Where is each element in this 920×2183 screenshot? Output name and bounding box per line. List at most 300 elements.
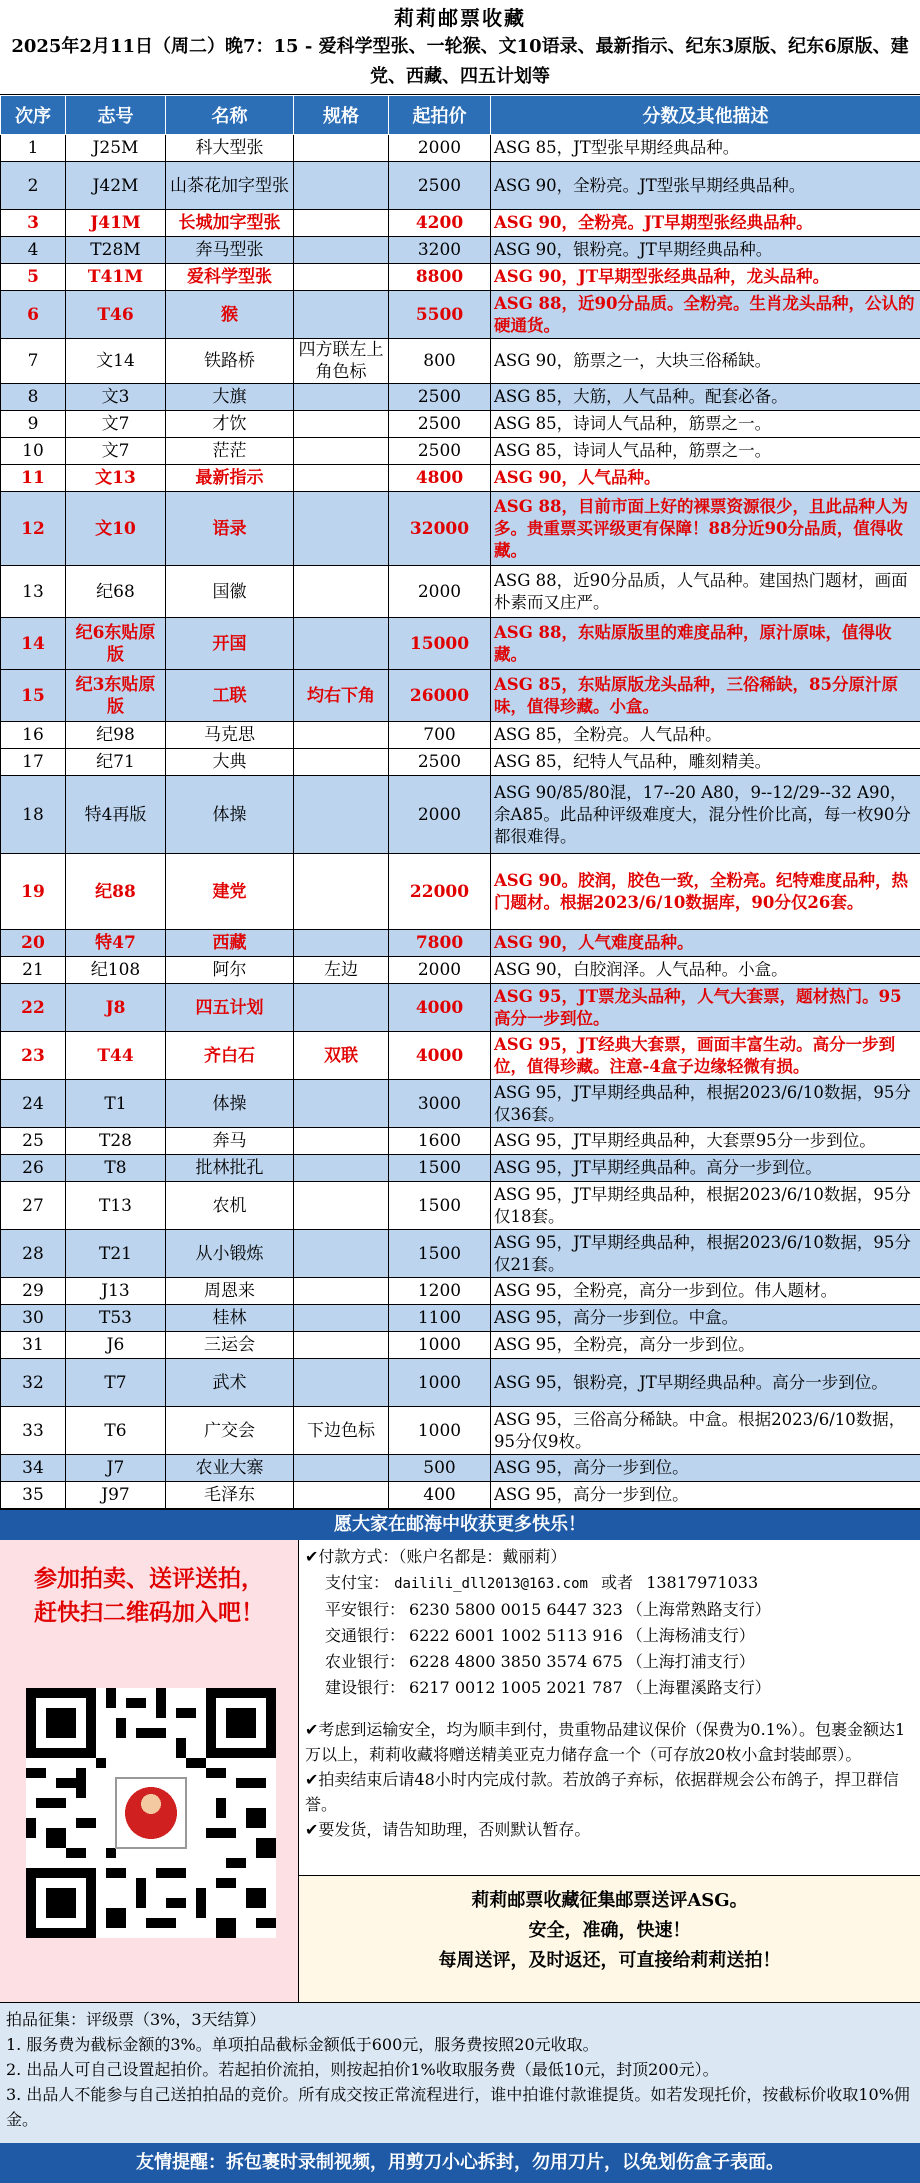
cell-desc: ASG 85，纪特人气品种，雕刻精美。 [491,749,920,776]
cell-desc: ASG 95，JT早期经典品种。高分一步到位。 [491,1155,920,1182]
cell-code: J7 [66,1455,166,1482]
col-header-price: 起拍价 [389,96,491,135]
cell-spec [294,1128,389,1155]
cell-name: 阿尔 [166,957,294,984]
cell-spec [294,1278,389,1305]
cell-desc: ASG 90，银粉亮。JT早期经典品种。 [491,237,920,264]
cell-name: 科大型张 [166,135,294,162]
cell-no: 22 [1,984,66,1032]
cell-no: 33 [1,1407,66,1455]
cell-code: T28 [66,1128,166,1155]
cell-no: 14 [1,618,66,670]
cell-spec [294,1305,389,1332]
payment-deadline-note: ✔拍卖结束后请48小时内完成付款。若放鸽子弃标，依据群规会公布鸽子，捍卫群信誉。 [305,1767,914,1817]
table-row [1,1407,920,1455]
cell-desc: ASG 90/85/80混，17--20 A80，9--12/29--32 A90，余A85。此品种评级难度大，混分性价比高，每一枚90分都很难得。 [491,776,920,854]
bank-branch: （上海瞿溪路支行） [627,1678,771,1697]
cell-desc: ASG 95，JT早期经典品种，根据2023/6/10数据，95分仅21套。 [491,1230,920,1278]
table-row [1,566,920,618]
cell-desc: ASG 95，JT票龙头品种，人气大套票，题材热门。95高分一步到位。 [491,984,920,1032]
cell-no: 19 [1,854,66,930]
cell-desc: ASG 85，诗词人气品种，筋票之一。 [491,411,920,438]
table-row [1,1455,920,1482]
cell-no: 28 [1,1230,66,1278]
cell-spec [294,1155,389,1182]
cell-price: 2000 [389,776,491,854]
cell-code: T44 [66,1032,166,1080]
service-box [299,1876,920,2002]
cell-spec [294,411,389,438]
cell-price: 32000 [389,492,491,566]
cell-no: 31 [1,1332,66,1359]
cell-desc: ASG 90，白胶润泽。人气品种。小盒。 [491,957,920,984]
cell-spec [294,237,389,264]
table-row [1,1359,920,1407]
cell-name: 开国 [166,618,294,670]
cell-desc: ASG 95，JT经典大套票，画面丰富生动。高分一步到位，值得珍藏。注意-4盒子边缘轻微有损。 [491,1032,920,1080]
bank-name: 平安银行： [325,1600,405,1619]
cell-spec [294,291,389,339]
cell-spec [294,1230,389,1278]
cell-code: 特4再版 [66,776,166,854]
cell-price: 1600 [389,1128,491,1155]
table-row [1,411,920,438]
cell-desc: ASG 88，近90分品质。全粉亮。生肖龙头品种，公认的硬通货。 [491,291,920,339]
bank-acct: 6230 5800 0015 6447 323 [409,1600,623,1619]
table-row [1,722,920,749]
page-title: 莉莉邮票收藏 [0,0,920,32]
cell-desc: ASG 90，筋票之一，大块三俗稀缺。 [491,339,920,384]
table-row [1,1305,920,1332]
table-body [1,135,920,1509]
cell-no: 25 [1,1128,66,1155]
alipay-account: dailili_dll2013@163.com [394,1576,588,1592]
cell-code: T53 [66,1305,166,1332]
cell-price: 1000 [389,1359,491,1407]
cell-name: 建党 [166,854,294,930]
cell-price: 1500 [389,1230,491,1278]
bank-branch: （上海打浦支行） [627,1652,755,1671]
cell-spec [294,984,389,1032]
cell-spec [294,465,389,492]
cell-code: 纪71 [66,749,166,776]
cell-spec [294,1359,389,1407]
cell-desc: ASG 88，东贴原版里的难度品种，原汁原味，值得收藏。 [491,618,920,670]
cell-desc: ASG 90，全粉亮。JT早期型张经典品种。 [491,210,920,237]
table-row [1,930,920,957]
cell-spec: 下边色标 [294,1407,389,1455]
collection-item: 1. 服务费为截标金额的3%。单项拍品截标金额低于600元，服务费按照20元收取。 [6,2032,914,2057]
cell-no: 6 [1,291,66,339]
cell-code: 纪108 [66,957,166,984]
cell-price: 1200 [389,1278,491,1305]
alipay-or: 或者 [601,1573,633,1592]
cell-price: 500 [389,1455,491,1482]
promo-line: 参加拍卖、送评送拍， [0,1562,298,1596]
auction-table [0,95,920,1509]
cell-price: 1500 [389,1182,491,1230]
cell-name: 毛泽东 [166,1482,294,1509]
cell-desc: ASG 85，东贴原版龙头品种，三俗稀缺，85分原汁原味，值得珍藏。小盒。 [491,670,920,722]
table-row [1,957,920,984]
cell-price: 4000 [389,984,491,1032]
cell-spec [294,776,389,854]
cell-price: 4200 [389,210,491,237]
cell-name: 才饮 [166,411,294,438]
cell-spec [294,749,389,776]
cell-desc: ASG 85，全粉亮。人气品种。 [491,722,920,749]
table-row [1,1080,920,1128]
cell-code: J8 [66,984,166,1032]
col-header-no: 次序 [1,96,66,135]
cell-code: 纪98 [66,722,166,749]
cell-price: 2500 [389,384,491,411]
cell-spec [294,1482,389,1509]
cell-no: 21 [1,957,66,984]
cell-no: 18 [1,776,66,854]
table-row [1,749,920,776]
cell-desc: ASG 95，三俗高分稀缺。中盒。根据2023/6/10数据，95分仅9枚。 [491,1407,920,1455]
table-row [1,1278,920,1305]
cell-no: 9 [1,411,66,438]
cell-code: 纪88 [66,854,166,930]
cell-price: 2000 [389,957,491,984]
table-row [1,291,920,339]
cell-spec: 四方联左上角色标 [294,339,389,384]
header [0,0,920,95]
cell-spec [294,566,389,618]
cell-spec [294,492,389,566]
cell-name: 国徽 [166,566,294,618]
cell-name: 工联 [166,670,294,722]
cell-no: 2 [1,162,66,210]
table-row [1,670,920,722]
cell-desc: ASG 95，银粉亮，JT早期经典品种。高分一步到位。 [491,1359,920,1407]
cell-no: 34 [1,1455,66,1482]
cell-name: 批林批孔 [166,1155,294,1182]
payment-notes [305,1717,914,1842]
table-row [1,135,920,162]
bank-name: 交通银行： [325,1626,405,1645]
shipping-note: ✔考虑到运输安全，均为顺丰到付，贵重物品建议保价（保费为0.1%）。包裹金额达1万以上，莉莉收藏将赠送精美亚克力储存盒一个（可存放20枚小盒封装邮票）。 [305,1717,914,1767]
table-row [1,465,920,492]
collection-item: 3. 出品人不能参与自己送拍拍品的竞价。所有成交按正常流程进行，谁中拍谁付款谁提货。如若发现托价，按截标价收取10%佣金。 [6,2082,914,2132]
bank-row [305,1623,914,1649]
bank-branch: （上海常熟路支行） [627,1600,771,1619]
cell-code: 纪68 [66,566,166,618]
bank-name: 建设银行： [325,1678,405,1697]
bank-name: 农业银行： [325,1652,405,1671]
promo-line: 赶快扫二维码加入吧！ [0,1596,298,1630]
cell-name: 周恩来 [166,1278,294,1305]
cell-no: 5 [1,264,66,291]
payment-panel [299,1540,920,2002]
cell-price: 800 [389,339,491,384]
cell-no: 3 [1,210,66,237]
cell-name: 体操 [166,776,294,854]
table-row [1,438,920,465]
cell-desc: ASG 95，高分一步到位。中盒。 [491,1305,920,1332]
cell-name: 西藏 [166,930,294,957]
cell-name: 最新指示 [166,465,294,492]
bank-list [305,1597,914,1701]
table-row [1,984,920,1032]
cell-name: 铁路桥 [166,339,294,384]
cell-desc: ASG 90。胶润，胶色一致，全粉亮。纪特难度品种，热门题材。根据2023/6/10数据库，90分仅26套。 [491,854,920,930]
cell-spec [294,618,389,670]
cell-spec [294,264,389,291]
cell-price: 15000 [389,618,491,670]
cell-spec [294,135,389,162]
table-row [1,237,920,264]
cell-spec [294,1182,389,1230]
cell-no: 20 [1,930,66,957]
cell-spec [294,162,389,210]
cell-name: 农机 [166,1182,294,1230]
cell-desc: ASG 90，人气难度品种。 [491,930,920,957]
payment-info [299,1540,920,1876]
bank-acct: 6222 6001 1002 5113 916 [409,1626,623,1645]
table-row [1,618,920,670]
col-header-code: 志号 [66,96,166,135]
cell-no: 7 [1,339,66,384]
cell-spec [294,210,389,237]
bank-row [305,1649,914,1675]
cell-price: 1500 [389,1155,491,1182]
cell-desc: ASG 95，JT早期经典品种，根据2023/6/10数据，95分仅36套。 [491,1080,920,1128]
cell-code: 文10 [66,492,166,566]
cell-spec [294,1332,389,1359]
alipay-phone: 13817971033 [646,1573,758,1592]
cell-name: 马克思 [166,722,294,749]
cell-desc: ASG 90，人气品种。 [491,465,920,492]
bank-row [305,1597,914,1623]
cell-spec [294,438,389,465]
col-header-desc: 分数及其他描述 [491,96,920,135]
table-row [1,264,920,291]
promo-text [0,1540,298,1630]
cell-code: J13 [66,1278,166,1305]
table-row [1,1332,920,1359]
collection-terms [0,2003,920,2143]
cell-code: 文3 [66,384,166,411]
cell-price: 8800 [389,264,491,291]
banner: 愿大家在邮海中收获更多快乐！ [0,1509,920,1540]
cell-price: 4800 [389,465,491,492]
info-section [0,1540,920,2003]
cell-name: 奔马型张 [166,237,294,264]
cell-price: 2000 [389,135,491,162]
cell-code: T1 [66,1080,166,1128]
cell-code: T21 [66,1230,166,1278]
cell-no: 35 [1,1482,66,1509]
table-row [1,339,920,384]
cell-no: 10 [1,438,66,465]
cell-desc: ASG 95，全粉亮，高分一步到位。伟人题材。 [491,1278,920,1305]
table-row [1,1155,920,1182]
cell-name: 桂林 [166,1305,294,1332]
cell-desc: ASG 95，JT早期经典品种，大套票95分一步到位。 [491,1128,920,1155]
collection-item: 2. 出品人可自己设置起拍价。若起拍价流拍，则按起拍价1%收取服务费（最低10元，封顶200元）。 [6,2057,914,2082]
cell-name: 猴 [166,291,294,339]
cell-name: 从小锻炼 [166,1230,294,1278]
table-row [1,384,920,411]
cell-desc: ASG 85，诗词人气品种，筋票之一。 [491,438,920,465]
cell-spec [294,1455,389,1482]
cell-price: 22000 [389,854,491,930]
cell-code: J42M [66,162,166,210]
cell-name: 山茶花加字型张 [166,162,294,210]
cell-code: J25M [66,135,166,162]
cell-desc: ASG 90，JT早期型张经典品种，龙头品种。 [491,264,920,291]
cell-price: 2500 [389,162,491,210]
cell-price: 3200 [389,237,491,264]
cell-spec [294,384,389,411]
cell-name: 爱科学型张 [166,264,294,291]
cell-code: 文7 [66,411,166,438]
table-row [1,162,920,210]
cell-desc: ASG 88，近90分品质，人气品种。建国热门题材，画面朴素而又庄严。 [491,566,920,618]
bank-row [305,1675,914,1701]
cell-desc: ASG 95，高分一步到位。 [491,1455,920,1482]
cell-price: 2500 [389,411,491,438]
cell-name: 语录 [166,492,294,566]
cell-desc: ASG 95，高分一步到位。 [491,1482,920,1509]
cell-no: 17 [1,749,66,776]
bank-acct: 6217 0012 1005 2021 787 [409,1678,623,1697]
cell-price: 7800 [389,930,491,957]
cell-name: 体操 [166,1080,294,1128]
cell-code: J97 [66,1482,166,1509]
cell-no: 4 [1,237,66,264]
cell-desc: ASG 88，目前市面上好的裸票资源很少，且此品种人为多。贵重票买评级更有保障！88分近90分品质，值得收藏。 [491,492,920,566]
cell-spec: 均右下角 [294,670,389,722]
cell-no: 12 [1,492,66,566]
service-line: 每周送评，及时返还，可直接给莉莉送拍！ [299,1946,920,1976]
cell-code: 文13 [66,465,166,492]
cell-name: 长城加字型张 [166,210,294,237]
cell-no: 8 [1,384,66,411]
cell-no: 27 [1,1182,66,1230]
table-row [1,854,920,930]
cell-code: J41M [66,210,166,237]
cell-price: 5500 [389,291,491,339]
col-header-spec: 规格 [294,96,389,135]
cell-no: 1 [1,135,66,162]
cell-price: 1000 [389,1332,491,1359]
cell-price: 26000 [389,670,491,722]
table-header [1,96,920,135]
alipay-label: 支付宝： [325,1573,389,1592]
cell-desc: ASG 95，全粉亮，高分一步到位。 [491,1332,920,1359]
bank-branch: （上海杨浦支行） [627,1626,755,1645]
cell-no: 16 [1,722,66,749]
cell-desc: ASG 95，JT早期经典品种，根据2023/6/10数据，95分仅18套。 [491,1182,920,1230]
col-header-name: 名称 [166,96,294,135]
table-row [1,1182,920,1230]
cell-code: 纪6东贴原版 [66,618,166,670]
cell-name: 茫茫 [166,438,294,465]
cell-no: 15 [1,670,66,722]
cell-name: 奔马 [166,1128,294,1155]
cell-code: 文7 [66,438,166,465]
cell-code: T28M [66,237,166,264]
service-line: 安全，准确，快速！ [299,1916,920,1946]
cell-price: 2000 [389,566,491,618]
cell-name: 齐白石 [166,1032,294,1080]
cell-spec [294,854,389,930]
cell-price: 1100 [389,1305,491,1332]
payment-title: ✔付款方式：（账户名都是：戴丽莉） [305,1544,914,1570]
cell-code: T6 [66,1407,166,1455]
page-subtitle: 2025年2月11日（周二）晚7：15 - 爱科学型张、一轮猴、文10语录、最新指示、纪东3原版、纪东6原版、建党、西藏、四五计划等 [0,32,920,92]
cell-spec [294,1080,389,1128]
cell-code: T8 [66,1155,166,1182]
cell-name: 大旗 [166,384,294,411]
cell-no: 24 [1,1080,66,1128]
cell-code: T41M [66,264,166,291]
cell-code: 纪3东贴原版 [66,670,166,722]
cell-name: 农业大寨 [166,1455,294,1482]
cell-no: 32 [1,1359,66,1407]
cell-price: 1000 [389,1407,491,1455]
cell-name: 三运会 [166,1332,294,1359]
alipay-row [305,1570,914,1597]
delivery-note: ✔要发货，请告知助理，否则默认暂存。 [305,1817,914,1842]
cell-name: 四五计划 [166,984,294,1032]
cell-price: 700 [389,722,491,749]
cell-desc: ASG 90，全粉亮。JT型张早期经典品种。 [491,162,920,210]
footer-reminder: 友情提醒：拆包裹时录制视频，用剪刀小心拆封，勿用刀片，以免划伤盒子表面。 [0,2143,920,2183]
promo-panel [0,1540,299,2002]
table-row [1,1032,920,1080]
cell-spec [294,722,389,749]
cell-name: 大典 [166,749,294,776]
cell-no: 26 [1,1155,66,1182]
cell-price: 2500 [389,438,491,465]
cell-price: 3000 [389,1080,491,1128]
table-row [1,1482,920,1509]
cell-desc: ASG 85，JT型张早期经典品种。 [491,135,920,162]
qr-code[interactable] [26,1688,276,1938]
cell-name: 广交会 [166,1407,294,1455]
cell-desc: ASG 85，大筋，人气品种。配套必备。 [491,384,920,411]
cell-code: J6 [66,1332,166,1359]
table-row [1,210,920,237]
cell-code: T46 [66,291,166,339]
cell-code: 特47 [66,930,166,957]
cell-spec: 双联 [294,1032,389,1080]
table-row [1,1128,920,1155]
cell-code: 文14 [66,339,166,384]
service-line: 莉莉邮票收藏征集邮票送评ASG。 [299,1886,920,1916]
cell-no: 11 [1,465,66,492]
table-row [1,1230,920,1278]
collection-title: 拍品征集：评级票（3%，3天结算） [6,2007,914,2032]
table-row [1,776,920,854]
cell-price: 400 [389,1482,491,1509]
cell-price: 4000 [389,1032,491,1080]
cell-spec: 左边 [294,957,389,984]
cell-code: T13 [66,1182,166,1230]
cell-no: 29 [1,1278,66,1305]
cell-spec [294,930,389,957]
bank-acct: 6228 4800 3850 3574 675 [409,1652,623,1671]
cell-name: 武术 [166,1359,294,1407]
cell-price: 2500 [389,749,491,776]
cell-no: 13 [1,566,66,618]
cell-no: 23 [1,1032,66,1080]
